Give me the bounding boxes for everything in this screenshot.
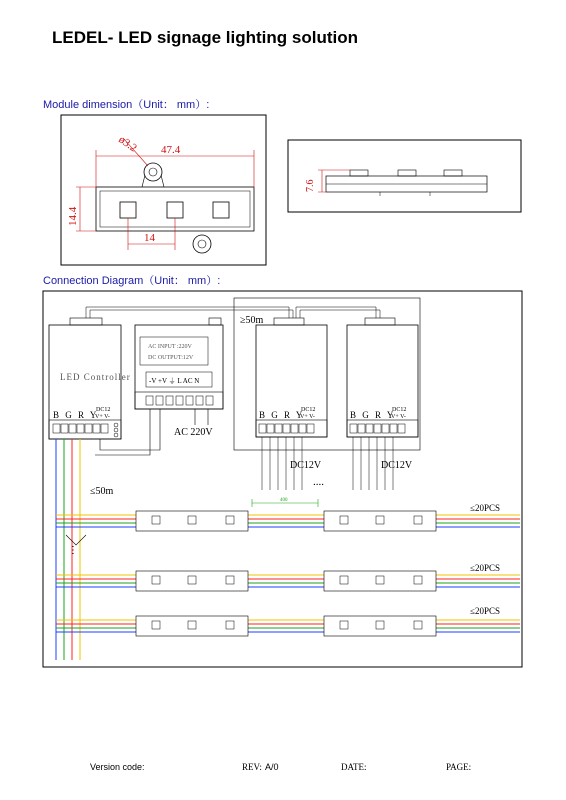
spacing-label: 400 — [280, 498, 288, 503]
side-height-dimension: 7.6 — [305, 179, 316, 192]
rev-label: REV: — [242, 762, 262, 772]
mounting-hole-bottom — [193, 235, 211, 253]
version-code-label: Version code: — [90, 762, 145, 772]
amp1-pins: B G R Y — [259, 410, 305, 420]
module-front-frame — [61, 115, 266, 265]
page-title: LEDEL- LED signage lighting solution — [52, 28, 358, 47]
date-label: DATE: — [341, 762, 367, 772]
connection-frame — [43, 291, 522, 667]
mounting-hole-top — [144, 163, 162, 181]
svg-text:⋮: ⋮ — [68, 545, 78, 556]
led-2 — [167, 202, 183, 218]
ac-220v-label: AC 220V — [174, 427, 213, 438]
max-distance-left: ≤50m — [90, 486, 114, 497]
pcs-label-1: ≤20PCS — [470, 503, 500, 513]
width-dimension: 47.4 — [161, 144, 181, 156]
psu-input-label: AC INPUT :220V — [148, 344, 192, 350]
power-supply — [135, 318, 223, 409]
hole-dimension: ø3.2 — [116, 133, 139, 155]
max-distance-top: ≥50m — [240, 315, 264, 326]
dc12v-label-2: DC12V — [381, 460, 413, 471]
module-dimension-heading: Module dimension（Unit： mm）: — [43, 99, 210, 111]
controller-pins: B G R Y — [53, 410, 99, 420]
led-3 — [213, 202, 229, 218]
pcs-label-3: ≤20PCS — [470, 606, 500, 616]
led-row-1 — [56, 499, 520, 531]
connection-diagram-heading: Connection Diagram（Unit： mm）: — [43, 275, 221, 287]
pitch-dimension: 14 — [144, 232, 155, 244]
amp2-dc12: DC12 — [392, 407, 407, 413]
psu-output-label: DC OUTPUT:12V — [148, 355, 194, 361]
ellipsis: .... — [313, 476, 324, 488]
page-label: PAGE: — [446, 762, 472, 772]
amp2-vv: V+ V- — [391, 414, 406, 420]
height-dimension: 14.4 — [67, 206, 79, 226]
led-controller — [49, 318, 131, 439]
amp2-pins: B G R Y — [350, 410, 396, 420]
pcs-label-2: ≤20PCS — [470, 563, 500, 573]
controller-label: LED Controller — [60, 372, 131, 382]
led-row-2 — [56, 571, 520, 591]
dc12v-label-1: DC12V — [290, 460, 322, 471]
led-row-3 — [56, 616, 520, 636]
amp1-vv: V+ V- — [300, 414, 315, 420]
controller-vv: V+ V- — [95, 414, 110, 420]
amp1-dc12: DC12 — [301, 407, 316, 413]
rev-value: A/0 — [265, 762, 279, 772]
psu-terminal-labels: -V +V ⏚ L AC N — [149, 377, 200, 385]
controller-dc12: DC12 — [96, 407, 111, 413]
amplifier-2 — [347, 318, 418, 437]
amplifier-1 — [256, 318, 327, 437]
led-1 — [120, 202, 136, 218]
